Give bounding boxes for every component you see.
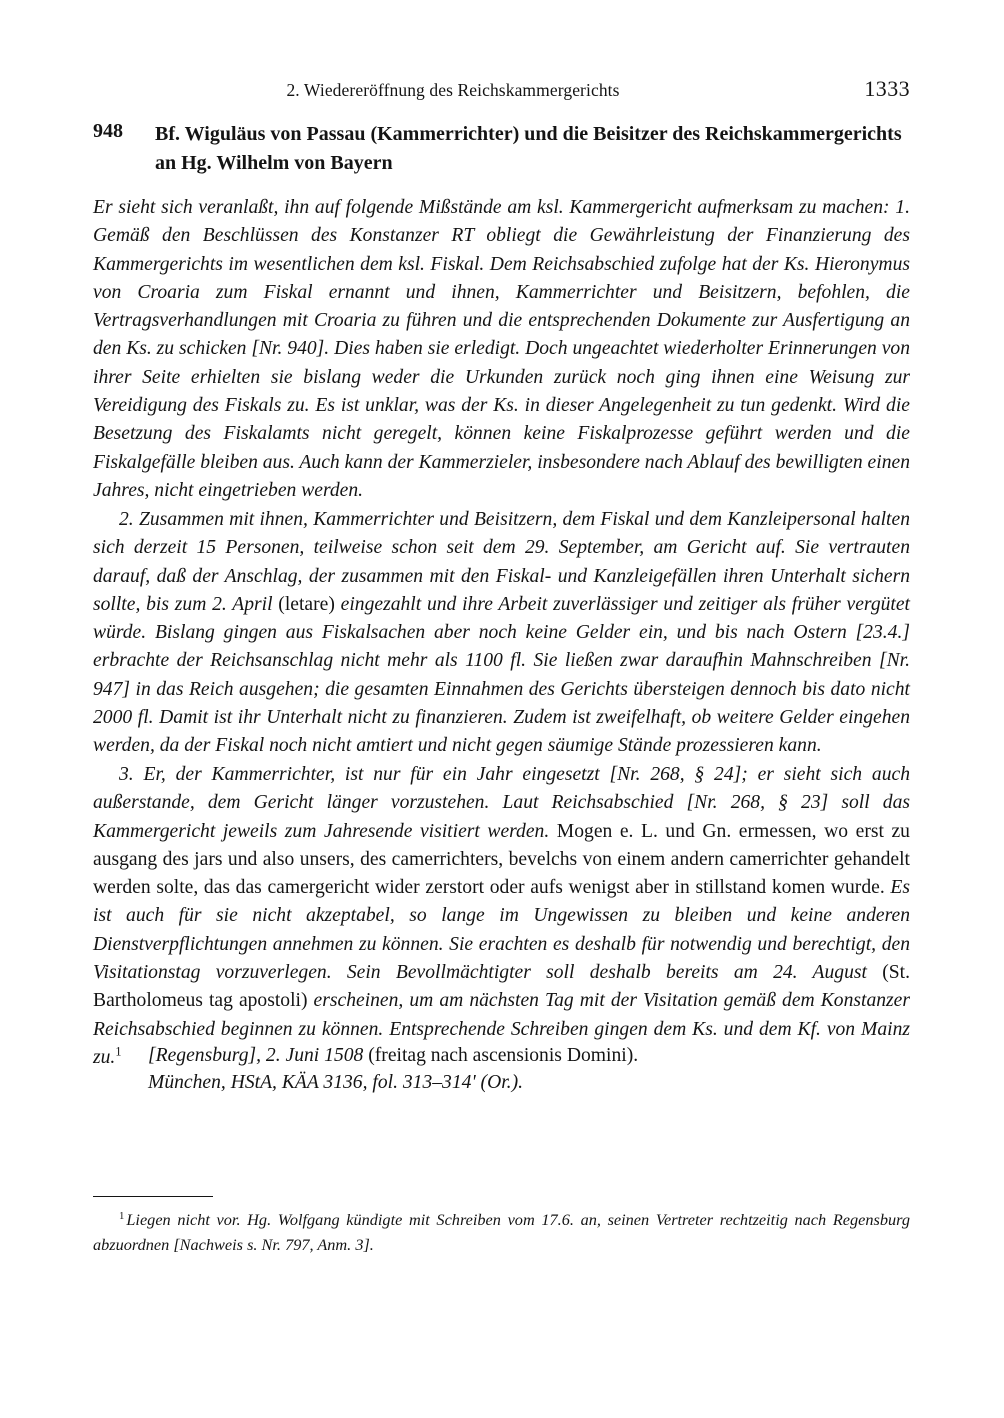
- source-date-gloss: (freitag nach ascensionis Domini).: [363, 1045, 639, 1066]
- paragraph-3-text-d: (St. Bartholomeus tag apostoli): [93, 962, 910, 1012]
- paragraph-3-text-c: Es ist auch für sie nicht akzeptabel, so lange im Ungewissen zu bleiben und keine anderen Dienstverpflichtungen annehmen zu können. Sie erachten es deshalb für notwendig und berechtigt, den Visitationstag vorzuverlegen. Sein Bevollmächtigter soll deshalb bereits am 24. August: [93, 877, 910, 984]
- paragraph-2-text-a: 2. Zusammen mit ihnen, Kammerrichter und Beisitzern, dem Fiskal und dem Kanzleipersonal halten sich derzeit 15 Personen, teilweise schon seit dem 29. September, am Gericht auf. Sie vertrauten darauf, daß der Anschlag, der zusammen mit den Fiskal- und Kanzleigefällen ihren Unterhalt sichern sollte, bis zum 2. April: [93, 509, 910, 615]
- footnote-number: 1: [119, 1209, 125, 1222]
- heading-row: [93, 120, 910, 178]
- running-head: [93, 76, 910, 104]
- page-number: 1333: [864, 76, 910, 101]
- paragraph-1-text: Er sieht sich veranlaßt, ihn auf folgende Mißstände am ksl. Kammergericht aufmerksam zu machen: 1. Gemäß den Beschlüssen des Konstanzer RT obliegt die Gewährleistung der Finanzierung des Kammergerichts im wesentlichen dem ksl. Fiskal. Dem Reichsabschied zufolge hat der Ks. Hieronymus von Croaria zum Fiskal ernannt und ihnen, Kammerrichter und Beisitzern, befohlen, die Vertragsverhandlungen mit Croaria zu führen und die entsprechenden Dokumente zur Ausfertigung an den Ks. zu schicken [Nr. 940]. Dies haben sie erledigt. Doch ungeachtet wiederholter Erinnerungen von ihrer Seite erhielten sie bislang weder die Urkunden zurück noch ging ihnen eine Weisung zur Vereidigung des Fiskals zu. Es ist unklar, was der Ks. in dieser Angelegenheit zu tun gedenkt. Wird die Besetzung des Fiskalamts nicht geregelt, können keine Fiskalprozesse geführt werden und die Fiskalgefälle bleiben aus. Auch kann der Kammerzieler, insbesondere nach Ablauf des bewilligten einen Jahres, nicht eingetrieben werden.: [93, 197, 911, 501]
- paragraph-1: [93, 194, 910, 505]
- source-reference: [148, 1042, 910, 1096]
- source-line-date: [148, 1042, 910, 1069]
- paragraph-3: [93, 761, 910, 1072]
- paragraph-3-text-a: 3. Er, der Kammerrichter, ist nur für ein Jahr eingesetzt [Nr. 268, § 24]; er sieht sich auch außerstande, dem Gericht länger vorzustehen. Laut Reichsabschied [Nr. 268, § 23] soll das Kammergericht jeweils zum Jahresende visitiert werden.: [93, 764, 910, 842]
- document-number: 948: [93, 120, 123, 142]
- running-head-title: 2. Wiedereröffnung des Reichskammergerichts: [286, 80, 620, 100]
- paragraph-3-text-b: Mogen e. L. und Gn. ermessen, wo erst zu ausgang des jars und also unsers, des camerrichters, bevelchs von einem andern camerrichter gehandelt werden solte, das das camergericht wider zerstort oder aufs wenigst aber in stillstand komen wurde.: [93, 820, 910, 899]
- paragraph-2: [93, 506, 910, 761]
- source-archive-citation: München, HStA, KÄA 3136, fol. 313–314' (Or.).: [148, 1072, 523, 1093]
- source-place-date: [Regensburg], 2. Juni 1508: [148, 1045, 364, 1066]
- footnote-text: Liegen nicht vor. Hg. Wolfgang kündigte mit Schreiben vom 17.6. an, seinen Vertreter rechtzeitig nach Regensburg abzuordnen [Nachweis s. Nr. 797, Anm. 3].: [93, 1210, 910, 1254]
- document-title: Bf. Wiguläus von Passau (Kammerrichter) und die Beisitzer des Reichskammergerichts an Hg. Wilhelm von Bayern: [155, 123, 902, 174]
- paragraph-2-text-c: eingezahlt und ihre Arbeit zuverlässiger und zeitiger als früher vergütet würde. Bislang gingen aus Fiskalsachen aber noch keine Gelder ein, und bis nach Ostern [23.4.] erbrachte der Reichsanschlag nicht mehr als 1100 fl. Sie ließen zwar daraufhin Mahnschreiben [Nr. 947] in das Reich ausgehen; die gesamten Einnahmen des Gerichts übersteigen dennoch bis dato nicht 2000 fl. Damit ist ihr Unterhalt nicht zu finanzieren. Zudem ist zweifelhaft, ob weitere Gelder eingehen werden, da der Fiskal noch nicht amtiert und nicht gegen säumige Stände prozessieren kann.: [93, 593, 910, 757]
- footnote-area: [93, 1207, 910, 1257]
- paragraph-2-text-b: (letare): [278, 593, 335, 615]
- paragraph-3-text-e: erscheinen, um am nächsten Tag mit der Visitation gemäß dem Konstanzer Reichsabschied beginnen zu können. Entsprechende Schreiben gingen dem Ks. und dem Kf. von Mainz zu.: [93, 990, 910, 1068]
- source-line-archive: [148, 1069, 910, 1096]
- footnote-reference-marker: 1: [115, 1044, 122, 1059]
- footnote-item: [93, 1207, 910, 1257]
- document-heading: [93, 120, 910, 178]
- footnote-separator-rule: [93, 1196, 213, 1197]
